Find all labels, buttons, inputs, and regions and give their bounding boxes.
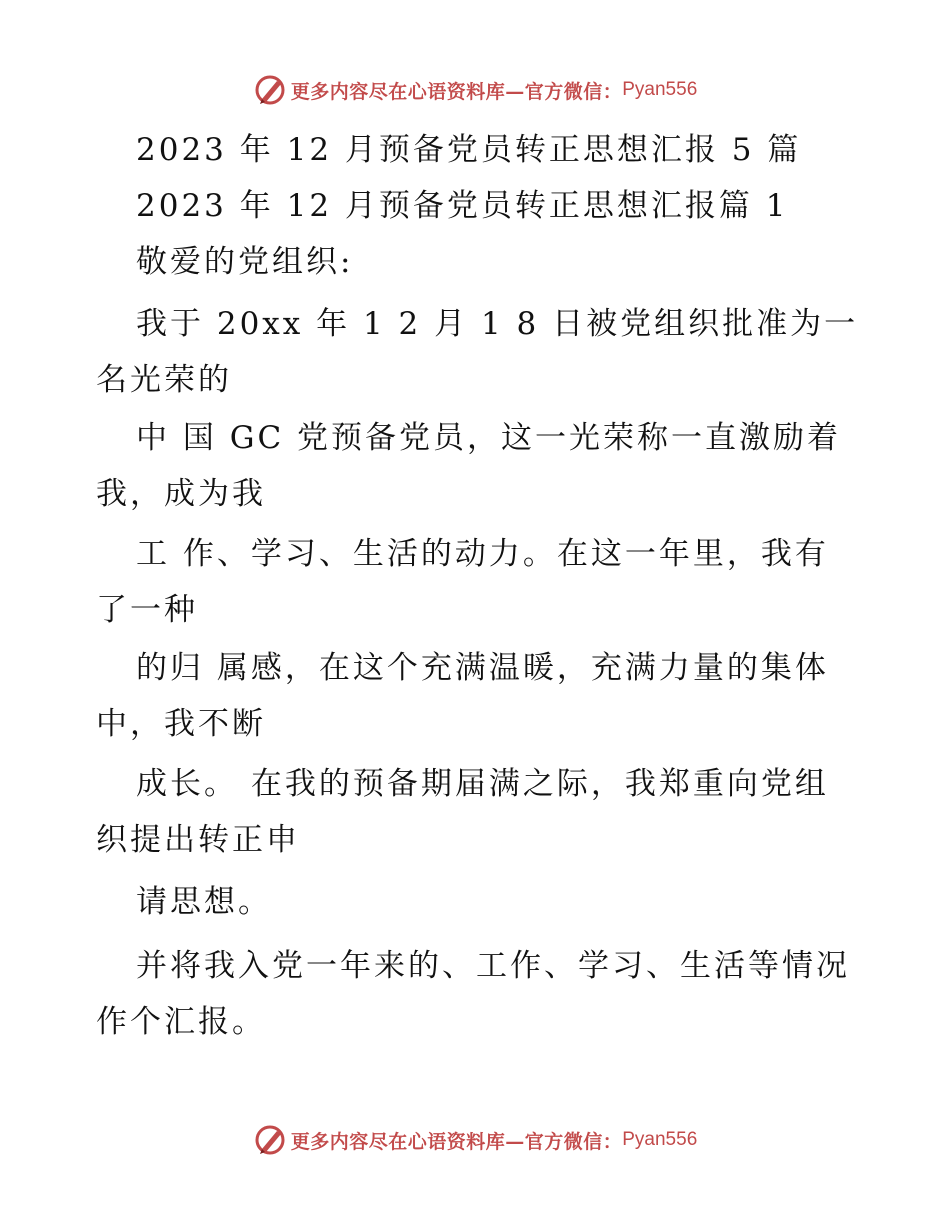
pen-on-circle-logo-icon <box>253 1123 287 1157</box>
text-line: 中，我不断 <box>96 706 266 742</box>
banner-text: 更多内容尽在心语资料库—官方微信： <box>290 1130 623 1153</box>
banner-text: 更多内容尽在心语资料库—官方微信： <box>290 80 623 103</box>
text-line: 并将我入党一年来的、工作、学习、生活等情况 <box>136 948 850 984</box>
footer-banner <box>0 1120 950 1160</box>
text-line: 中 国 GC 党预备党员，这一光荣称一直激励着 <box>136 420 842 456</box>
banner-wechat-id: Pyan556 <box>622 79 698 100</box>
pen-on-circle-logo-icon <box>253 73 287 107</box>
text-line: 了一种 <box>96 592 198 628</box>
salutation: 敬爱的党组织: <box>136 244 354 280</box>
header-banner <box>0 70 950 110</box>
text-line: 请思想。 <box>136 884 272 920</box>
text-line: 的归 属感，在这个充满温暖，充满力量的集体 <box>136 650 829 686</box>
text-line: 名光荣的 <box>96 362 232 398</box>
banner-wechat-id: Pyan556 <box>622 1129 698 1150</box>
text-line: 工 作、学习、生活的动力。在这一年里，我有 <box>136 536 829 572</box>
section-heading: 2023 年 12 月预备党员转正思想汇报篇 1 <box>136 188 789 224</box>
text-line: 作个汇报。 <box>96 1004 266 1040</box>
text-line: 织提出转正申 <box>96 822 300 858</box>
text-line: 我，成为我 <box>96 476 266 512</box>
document-title: 2023 年 12 月预备党员转正思想汇报 5 篇 <box>136 132 802 168</box>
text-line: 成长。 在我的预备期届满之际，我郑重向党组 <box>136 766 829 802</box>
text-line: 我于 20xx 年 1 2 月 1 8 日被党组织批准为一 <box>136 306 859 342</box>
